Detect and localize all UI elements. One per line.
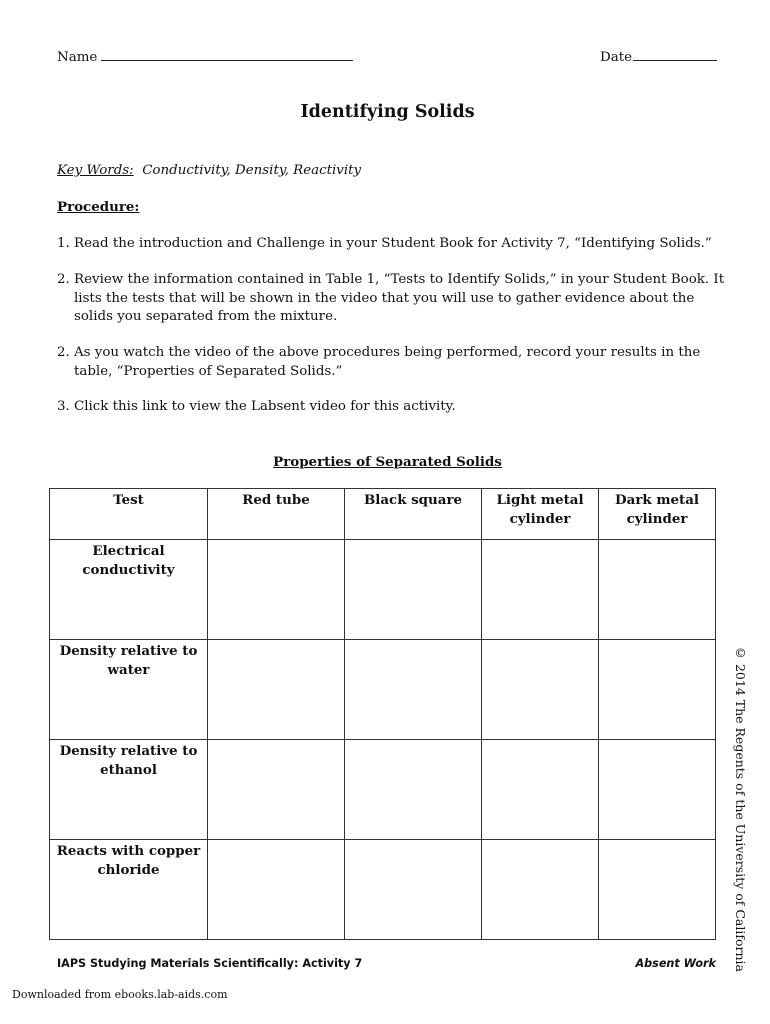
result-cell[interactable] xyxy=(482,540,599,640)
copyright-text: © 2014 The Regents of the University of California xyxy=(733,645,748,973)
date-blank-line[interactable] xyxy=(633,46,717,61)
result-cell[interactable] xyxy=(208,640,345,740)
table-title: Properties of Separated Solids xyxy=(273,454,502,470)
name-field[interactable] xyxy=(57,46,353,65)
table-row xyxy=(50,640,716,740)
name-label: Name xyxy=(57,50,98,65)
labsent-video-link[interactable]: Click this link to view the Labsent video for this activity. xyxy=(74,399,456,414)
column-header: Test xyxy=(50,489,208,540)
key-words-label: Key Words: xyxy=(57,163,134,178)
test-name-cell: Reacts with copper chloride xyxy=(50,840,208,940)
table-header-row xyxy=(50,489,716,540)
procedure-step[interactable] xyxy=(57,398,727,417)
download-source: Downloaded from ebooks.lab-aids.com xyxy=(12,988,228,1001)
footer-absent-work: Absent Work xyxy=(635,957,716,970)
column-header: Red tube xyxy=(208,489,345,540)
step-text: As you watch the video of the above procedures being performed, record your results in the table, “Properties of Separated Solids.” xyxy=(74,345,701,379)
result-cell[interactable] xyxy=(345,740,482,840)
result-cell[interactable] xyxy=(208,840,345,940)
test-name-cell: Density relative to water xyxy=(50,640,208,740)
result-cell[interactable] xyxy=(345,540,482,640)
result-cell[interactable] xyxy=(599,740,716,840)
table-row xyxy=(50,540,716,640)
copyright-notice xyxy=(733,645,753,973)
step-text: Read the introduction and Challenge in your Student Book for Activity 7, “Identifying Solids.” xyxy=(74,236,712,251)
test-name-cell: Electrical conductivity xyxy=(50,540,208,640)
date-label: Date xyxy=(600,50,633,65)
test-name-cell: Density relative to ethanol xyxy=(50,740,208,840)
result-cell[interactable] xyxy=(599,540,716,640)
key-words xyxy=(57,163,361,178)
procedure-step xyxy=(57,271,727,327)
step-text: Review the information contained in Table 1, “Tests to Identify Solids,” in your Student Book. It lists the tests that will be shown in the video that you will use to gather evidence about the solids you separated from the mixture. xyxy=(74,272,725,324)
table-row xyxy=(50,740,716,840)
result-cell[interactable] xyxy=(208,540,345,640)
result-cell[interactable] xyxy=(599,840,716,940)
date-field[interactable] xyxy=(600,46,717,65)
result-cell[interactable] xyxy=(482,740,599,840)
result-cell[interactable] xyxy=(208,740,345,840)
result-cell[interactable] xyxy=(482,840,599,940)
page-title: Identifying Solids xyxy=(300,102,475,122)
column-header: Black square xyxy=(345,489,482,540)
column-header: Dark metal cylinder xyxy=(599,489,716,540)
table-row xyxy=(50,840,716,940)
key-words-text: Conductivity, Density, Reactivity xyxy=(142,163,362,178)
procedure-heading: Procedure: xyxy=(57,199,140,215)
result-cell[interactable] xyxy=(482,640,599,740)
column-header: Light metal cylinder xyxy=(482,489,599,540)
properties-table xyxy=(49,488,716,940)
procedure-step xyxy=(57,235,727,254)
step-number: 3. xyxy=(57,399,70,414)
result-cell[interactable] xyxy=(599,640,716,740)
procedure-step xyxy=(57,344,727,381)
footer-course-title: IAPS Studying Materials Scientifically: Activity 7 xyxy=(57,957,363,970)
step-number: 2. xyxy=(57,345,70,360)
result-cell[interactable] xyxy=(345,640,482,740)
name-blank-line[interactable] xyxy=(101,46,353,61)
step-number: 2. xyxy=(57,272,70,287)
step-number: 1. xyxy=(57,236,70,251)
result-cell[interactable] xyxy=(345,840,482,940)
